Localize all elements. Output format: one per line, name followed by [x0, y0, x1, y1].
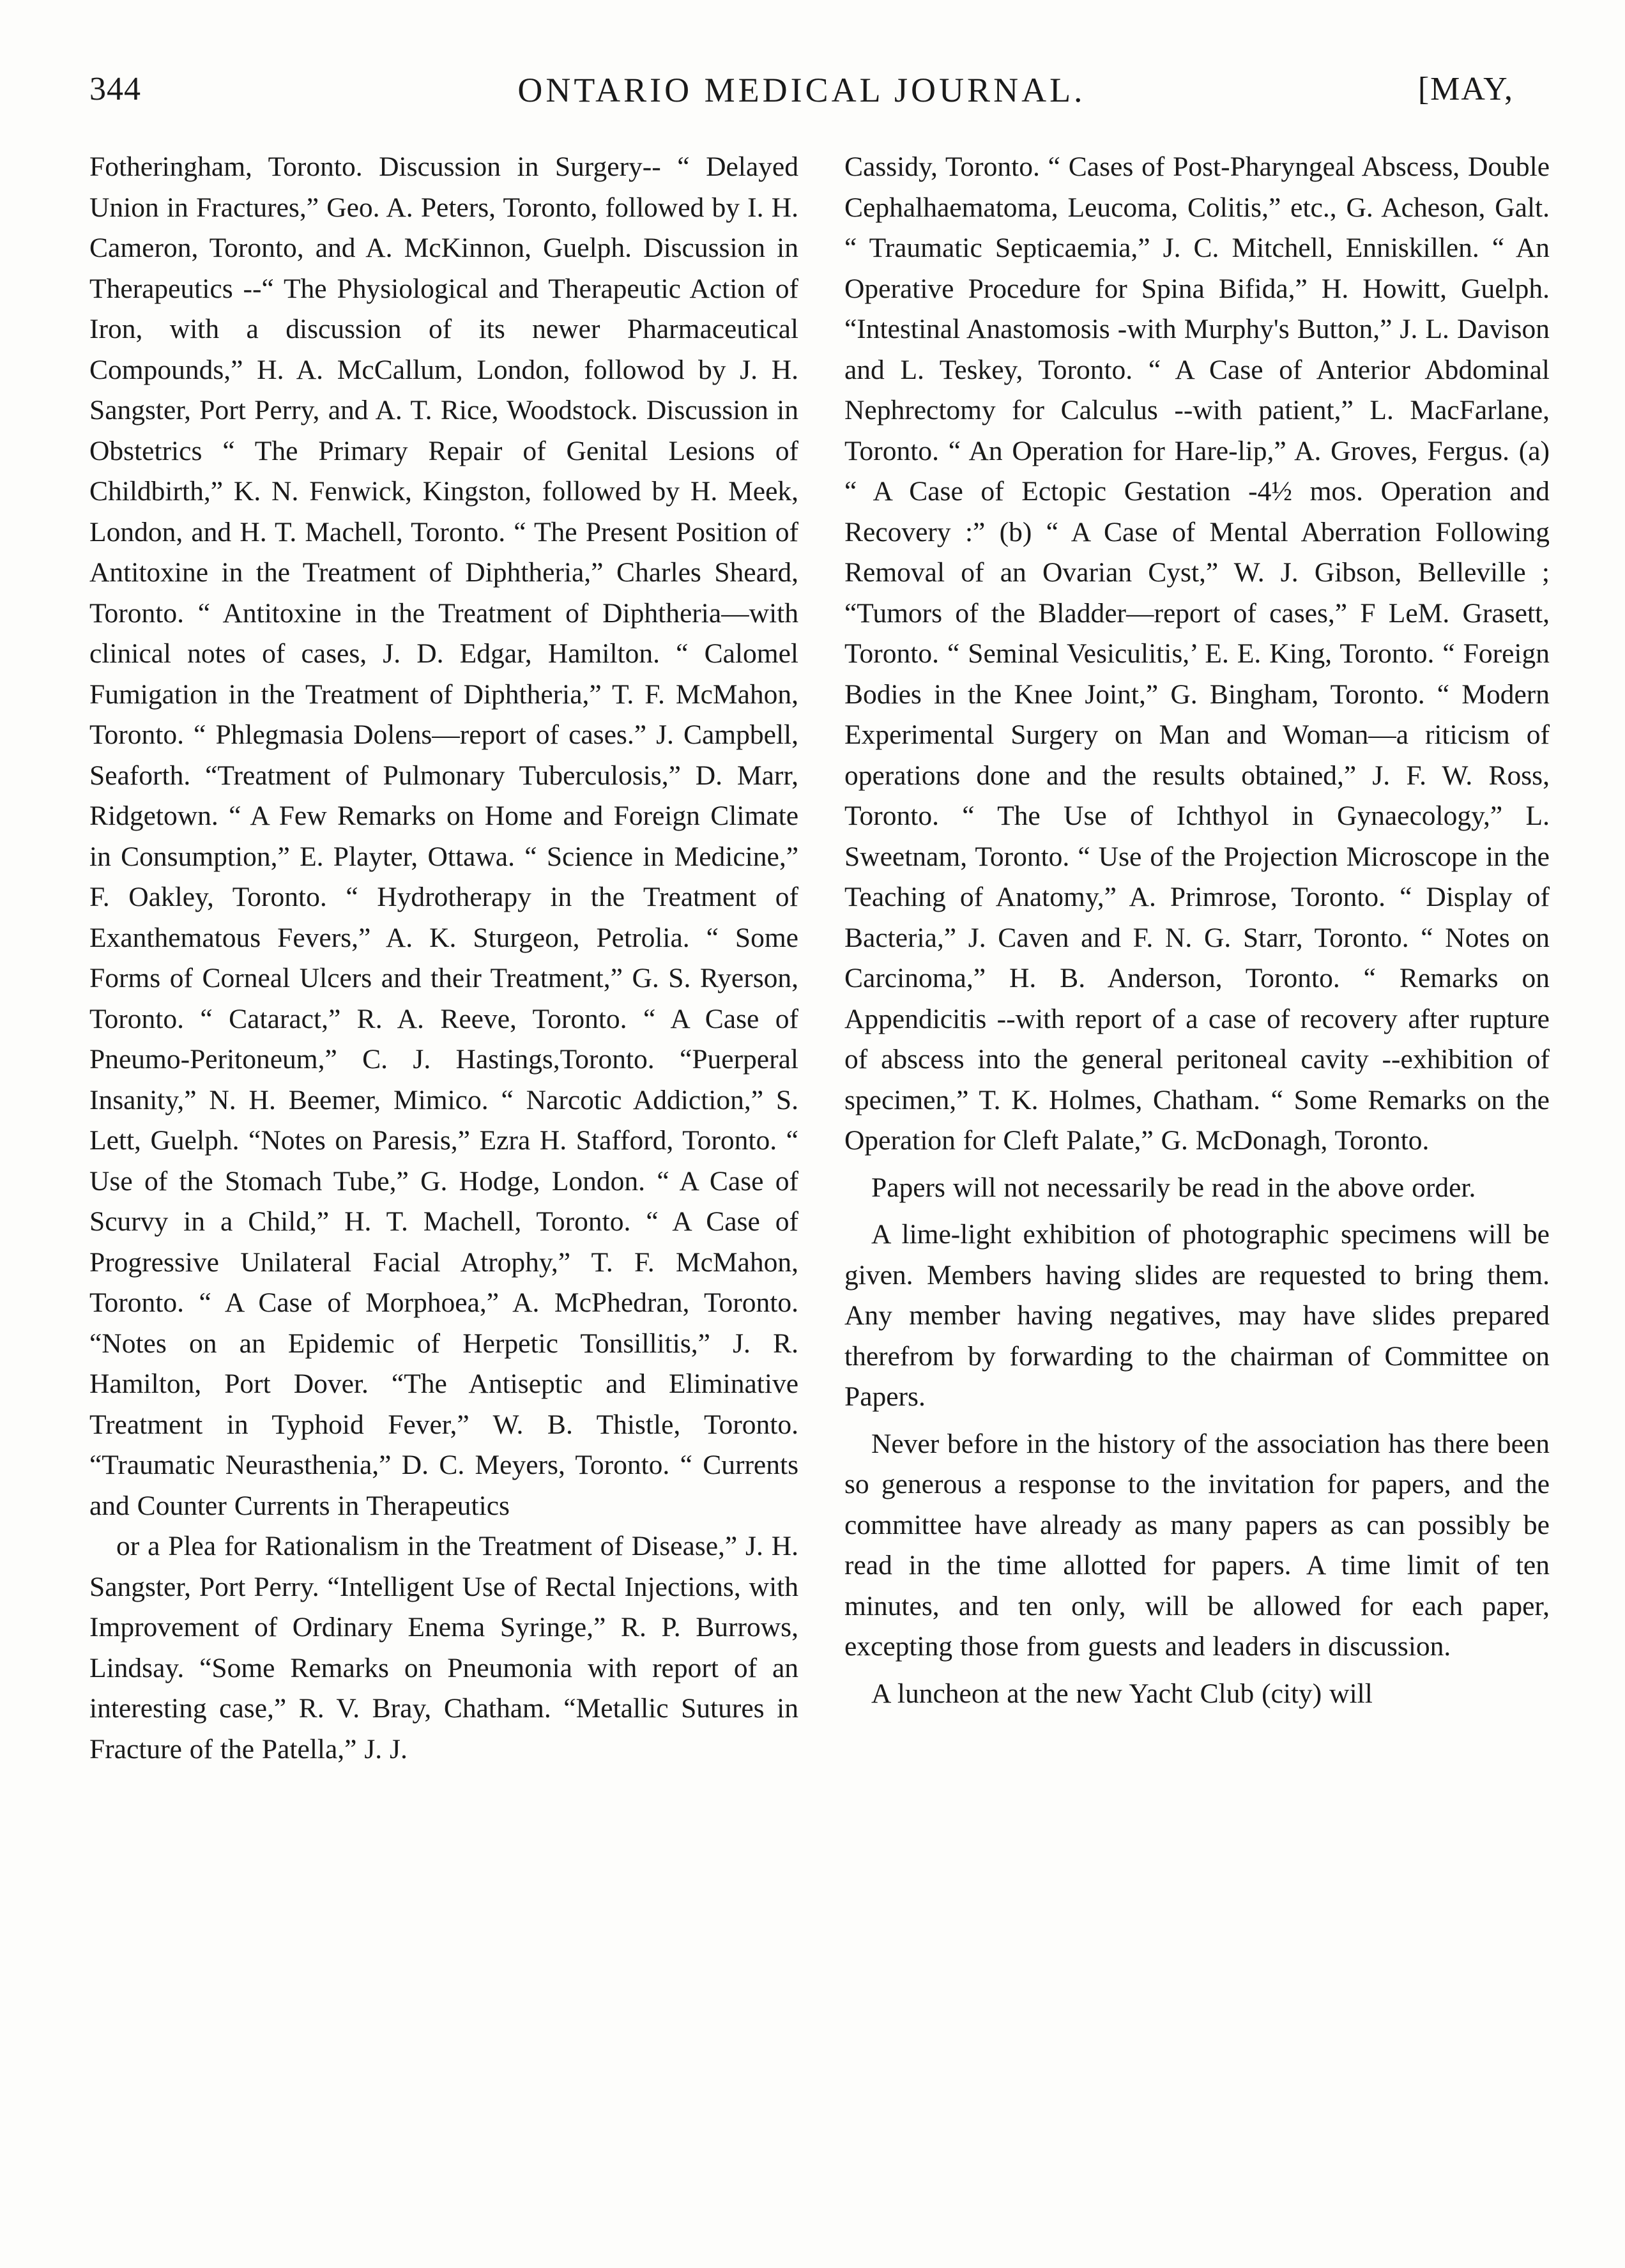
left-paragraph-1: Fotheringham, Toronto. Discussion in Surgery-- “ Delayed Union in Fractures,” Geo. A. Peters, Toronto, followed by I. H. Cameron, Toronto, and A. McKinnon, Guelph. Discussion in Therapeutics --“ The Physiological and Therapeutic Action of Iron, with a discussion of its newer Pharmaceutical Compounds,” H. A. McCallum, London, followod by J. H. Sangster, Port Perry, and A. T. Rice, Woodstock. Discussion in Obstetrics “ The Primary Repair of Genital Lesions of Childbirth,” K. N. Fenwick, Kingston, followed by H. Meek, London, and H. T. Machell, Toronto. “ The Present Position of Antitoxine in the Treatment of Diphtheria,” Charles Sheard, Toronto. “ Antitoxine in the Treatment of Diphtheria—with clinical notes of cases, J. D. Edgar, Hamilton. “ Calomel Fumigation in the Treatment of Diphtheria,” T. F. McMahon, Toronto. “ Phlegmasia Dolens—report of cases.” J. Campbell, Seaforth. “Treatment of Pulmonary Tuberculosis,” D. Marr, Ridgetown. “ A Few Remarks on Home and Foreign Climate in Consumption,” E. Playter, Ottawa. “ Science in Medicine,” F. Oakley, Toronto. “ Hydrotherapy in the Treatment of Exanthematous Fevers,” A. K. Sturgeon, Petrolia. “ Some Forms of Corneal Ulcers and their Treatment,” G. S. Ryerson, Toronto. “ Cataract,” R. A. Reeve, Toronto. “ A Case of Pneumo-Peritoneum,” C. J. Hastings,Toronto. “Puerperal Insanity,” N. H. Beemer, Mimico. “ Narcotic Addiction,” S. Lett, Guelph. “Notes on Paresis,” Ezra H. Stafford, Toronto. “ Use of the Stomach Tube,” G. Hodge, London. “ A Case of Scurvy in a Child,” H. T. Machell, Toronto. “ A Case of Progressive Unilateral Facial Atrophy,” T. F. McMahon, Toronto. “ A Case of Morphoea,” A. McPhedran, Toronto. “Notes on an Epidemic of Herpetic Tonsillitis,” J. R. Hamilton, Port Dover. “The Antiseptic and Eliminative Treatment in Typhoid Fever,” W. B. Thistle, Toronto. “Traumatic Neurasthenia,” D. C. Meyers, Toronto. “ Currents and Counter Currents in Therapeutics [89, 151, 798, 1521]
right-paragraph-1: Cassidy, Toronto. “ Cases of Post-Pharyngeal Abscess, Double Cephalhaematoma, Leucoma, Colitis,” etc., G. Acheson, Galt. “ Traumatic Septicaemia,” J. C. Mitchell, Enniskillen. “ An Operative Procedure for Spina Bifida,” H. Howitt, Guelph. “Intestinal Anastomosis -with Murphy's Button,” J. L. Davison and L. Teskey, Toronto. “ A Case of Anterior Abdominal Nephrectomy for Calculus --with patient,” L. MacFarlane, Toronto. “ An Operation for Hare-lip,” A. Groves, Fergus. (a) “ A Case of Ectopic Gestation -4½ mos. Operation and Recovery :” (b) “ A Case of Mental Aberration Following Removal of an Ovarian Cyst,” W. J. Gibson, Belleville ; “Tumors of the Bladder—report of cases,” F LeM. Grasett, Toronto. “ Seminal Vesiculitis,’ E. E. King, Toronto. “ Foreign Bodies in the Knee Joint,” G. Bingham, Toronto. “ Modern Experimental Surgery on Man and Woman—a riticism of operations done and the results obtained,” J. F. W. Ross, Toronto. “ The Use of Ichthyol in Gynaecology,” L. Sweetnam, Toronto. “ Use of the Projection Microscope in the Teaching of Anatomy,” A. Primrose, Toronto. “ Display of Bacteria,” J. Caven and F. N. G. Starr, Toronto. “ Notes on Carcinoma,” H. B. Anderson, Toronto. “ Remarks on Appendicitis --with report of a case of recovery after rupture of abscess into the general peritoneal cavity --exhibition of specimen,” T. K. Holmes, Chatham. “ Some Remarks on the Operation for Cleft Palate,” G. McDonagh, Toronto. [844, 151, 1550, 1156]
issue-month: [MAY, [1417, 71, 1514, 107]
running-header [89, 70, 1514, 128]
right-paragraph-2: Papers will not necessarily be read in the above order. [871, 1172, 1476, 1203]
right-paragraph-4: Never before in the history of the association has there been so generous a response to the invitation for papers, and the committee have already as many papers as can possibly be read in the time allotted for papers. A time limit of ten minutes, and ten only, will be allowed for each paper, excepting those from guests and leaders in discussion. [844, 1428, 1550, 1662]
left-paragraph-2: or a Plea for Rationalism in the Treatment of Disease,” J. H. Sangster, Port Perry. “Intelligent Use of Rectal Injections, with Improvement of Ordinary Enema Syringe,” R. P. Burrows, Lindsay. “Some Remarks on Pneumonia with report of an interesting case,” R. V. Bray, Chatham. “Metallic Sutures in Fracture of the Patella,” J. J. [89, 1531, 798, 1765]
left-column [89, 147, 798, 1770]
right-column [844, 147, 1550, 1714]
page-number: 344 [89, 71, 141, 107]
journal-title: ONTARIO MEDICAL JOURNAL. [517, 71, 1086, 109]
right-paragraph-3: A lime-light exhibition of photographic specimens will be given. Members having slides are requested to bring them. Any member having negatives, may have slides prepared therefrom by forwarding to the chairman of Committee on Papers. [844, 1219, 1550, 1412]
right-paragraph-5: A luncheon at the new Yacht Club (city) will [871, 1678, 1373, 1709]
